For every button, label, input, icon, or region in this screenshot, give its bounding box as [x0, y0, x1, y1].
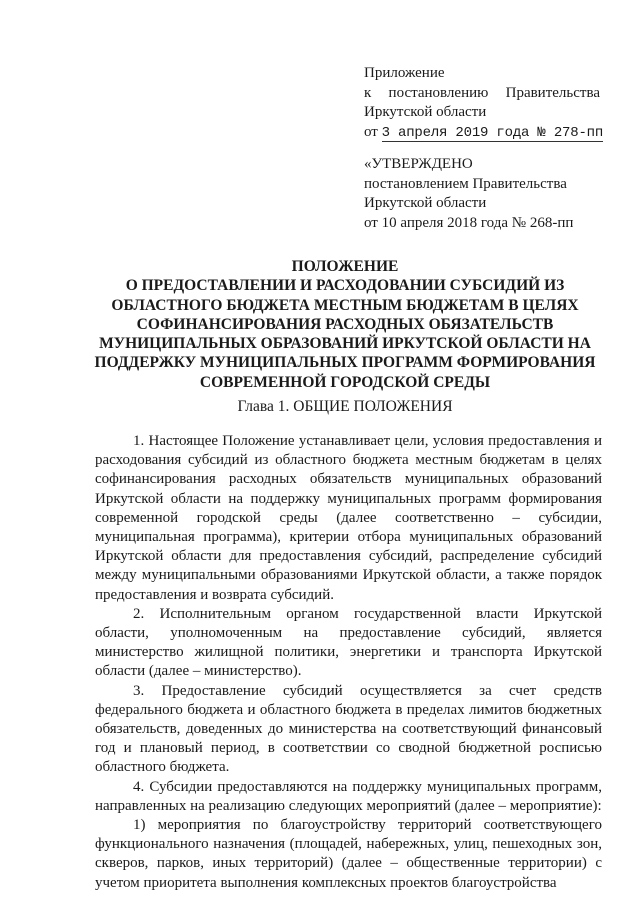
approved-stamp-text: [364, 155, 614, 233]
appendix-date-prefix: от: [364, 123, 378, 140]
document-title: [80, 257, 610, 392]
paragraph-4: 4. Субсидии предоставляются на поддержку муниципальных программ, направленных на реализацию следующих мероприятий (далее – мероприятие):: [95, 778, 602, 814]
appendix-region: Иркутской области: [364, 104, 487, 120]
title-line-1: ПОЛОЖЕНИЕ: [291, 258, 399, 275]
paragraph-2: 2. Исполнительным органом государственной власти Иркутской области, уполномоченным на предоставление субсидий, является министерство жилищной политики, энергетики и транспорта Иркутской области (далее – министерство).: [95, 605, 602, 680]
appendix-resolution: к постановлению Правительства: [364, 84, 600, 101]
appendix-label: Приложение: [364, 65, 445, 81]
appendix-date-value: 3 апреля 2019 года № 278-пп: [381, 124, 604, 141]
title-line-3: ОБЛАСТНОГО БЮДЖЕТА МЕСТНЫМ БЮДЖЕТАМ В ЦЕЛЯХ: [111, 296, 579, 314]
chapter-heading: Глава 1. ОБЩИЕ ПОЛОЖЕНИЯ: [237, 398, 453, 415]
approved-label: «УТВЕРЖДЕНО: [364, 156, 473, 172]
paragraph-1: 1. Настоящее Положение устанавливает цели, условия предоставления и расходования субсидий из областного бюджета местным бюджетам в целях софинансирования расходных обязательств муниципальных образований Иркутской области на поддержку муниципальных программ формирования современной городской среды (далее соответственно – субсидии, муниципальная программа), критерии отбора муниципальных образований Иркутской области для предоставления субсидий, распределение субсидий между муниципальными образованиями Иркутской области, а также порядок предоставления и возврата субсидий.: [95, 433, 602, 603]
document-body: [95, 432, 602, 893]
approved-date: от 10 апреля 2018 года № 268-пп: [364, 214, 574, 231]
title-line-6: ПОДДЕРЖКУ МУНИЦИПАЛЬНЫХ ПРОГРАММ ФОРМИРОВАНИЯ: [94, 354, 596, 372]
title-line-7: СОВРЕМЕННОЙ ГОРОДСКОЙ СРЕДЫ: [199, 373, 491, 391]
title-line-5: МУНИЦИПАЛЬНЫХ ОБРАЗОВАНИЙ ИРКУТСКОЙ ОБЛАСТИ НА: [99, 335, 591, 353]
title-line-4: СОФИНАНСИРОВАНИЯ РАСХОДНЫХ ОБЯЗАТЕЛЬСТВ: [136, 315, 554, 333]
title-line-2: О ПРЕДОСТАВЛЕНИИ И РАСХОДОВАНИИ СУБСИДИЙ ИЗ: [125, 277, 565, 295]
paragraph-3: 3. Предоставление субсидий осуществляется за счет средств федерального бюджета и областного бюджета в пределах лимитов бюджетных обязательств, доведенных до министерства на соответствующий финансовый год и плановый период, в соответствии со сводной бюджетной росписью областного бюджета.: [95, 682, 602, 776]
appendix-date-line: [364, 123, 604, 144]
approved-resolution: постановлением Правительства: [364, 175, 567, 192]
paragraph-4-item-1: 1) мероприятия по благоустройству территорий соответствующего функционального назначения (площадей, набережных, улиц, пешеходных зон, скверов, парков, иных территорий) (далее – общественные территории) с учетом приоритета выполнения комплексных проектов благоустройства: [95, 817, 602, 891]
approved-region: Иркутской области: [364, 195, 487, 211]
appendix-header: [364, 64, 604, 143]
